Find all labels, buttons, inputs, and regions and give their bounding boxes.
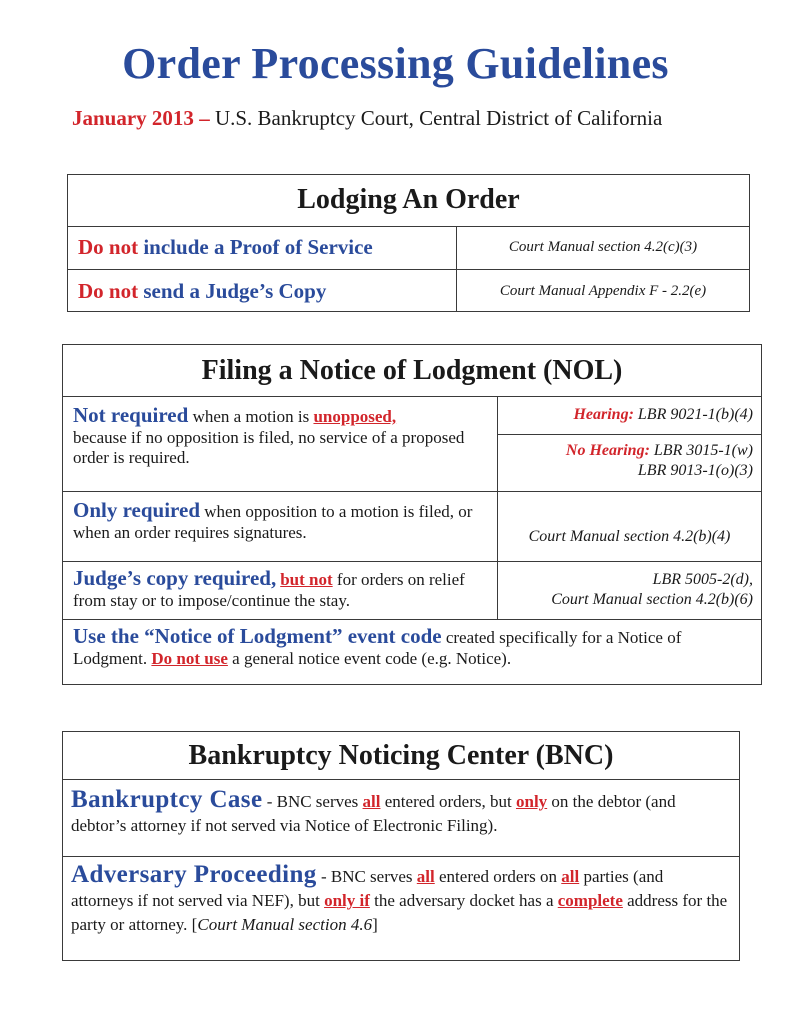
rule-text: - BNC serves xyxy=(262,792,363,811)
lodging-reference: Court Manual Appendix F - 2.2(e) xyxy=(456,270,749,311)
rule-text: - BNC serves xyxy=(316,867,417,886)
nol-row-only-required xyxy=(63,491,761,561)
lodging-reference: Court Manual section 4.2(c)(3) xyxy=(456,227,749,269)
rule-lead: Only required xyxy=(73,498,200,522)
nol-heading: Filing a Notice of Lodgment (NOL) xyxy=(63,345,761,397)
ref-text: LBR 3015-1(w) xyxy=(649,442,753,459)
rule-emphasis: all xyxy=(561,867,580,886)
nol-rule xyxy=(73,562,493,619)
rule-blue-text: include a Proof of Service xyxy=(138,235,373,259)
rule-emphasis: only xyxy=(515,792,548,811)
rule-text: entered orders, but xyxy=(380,792,516,811)
reference-no-hearing xyxy=(498,435,761,481)
reference-hearing xyxy=(498,397,761,435)
lodging-rule xyxy=(78,227,456,269)
lodging-order-table xyxy=(67,174,750,312)
ref-text: Court Manual section 4.2(b)(6) xyxy=(551,591,753,608)
rule-emphasis: Do not use xyxy=(151,649,228,668)
bnc-row-adversary xyxy=(63,856,739,960)
subtitle-dash: – xyxy=(193,106,215,130)
rule-text: ] xyxy=(372,915,378,934)
nol-row-not-required xyxy=(63,397,761,491)
rule-text: address for the party or attorney. [ xyxy=(71,891,728,934)
subtitle-court: U.S. Bankruptcy Court, Central District of California xyxy=(214,106,663,130)
bnc-rule xyxy=(71,780,729,856)
nol-reference xyxy=(497,397,761,491)
nol-row-judges-copy xyxy=(63,561,761,619)
ref-label: Hearing: xyxy=(573,406,634,423)
rule-emphasis: complete xyxy=(557,891,623,910)
nol-reference: Court Manual section 4.2(b)(4) xyxy=(497,492,761,561)
lodging-rule xyxy=(78,270,456,311)
ref-text: LBR 9021-1(b)(4) xyxy=(633,406,753,423)
rule-text: because if no opposition is filed, no service of a proposed order is required. xyxy=(73,428,465,467)
bnc-heading: Bankruptcy Noticing Center (BNC) xyxy=(63,732,739,780)
lodging-row xyxy=(68,227,749,269)
rule-text: parties (and attorneys if not served via NEF), but xyxy=(71,867,664,910)
rule-citation: Court Manual section 4.6 xyxy=(197,915,373,934)
ref-text: LBR 5005-2(d), xyxy=(652,571,753,588)
rule-lead: Adversary Proceeding xyxy=(71,861,317,888)
rule-text: when opposition to a motion is filed, or when an order requires signatures. xyxy=(73,502,473,542)
rule-text: on the debtor (and debtor’s attorney if not served via Notice of Electronic Filing). xyxy=(71,792,676,835)
rule-text: a general notice event code (e.g. Notice). xyxy=(227,649,512,668)
rule-lead: Not required xyxy=(73,403,189,427)
rule-emphasis: all xyxy=(362,792,381,811)
lodging-heading: Lodging An Order xyxy=(68,175,749,227)
nol-row-event-code xyxy=(63,619,761,685)
rule-red-text: Do not xyxy=(78,235,139,259)
bnc-rule xyxy=(71,857,729,960)
rule-lead: Judge’s copy required, xyxy=(73,566,277,590)
rule-emphasis: only if xyxy=(324,891,370,910)
page-subtitle xyxy=(72,106,772,131)
rule-emphasis: but not xyxy=(280,570,333,589)
lodging-row xyxy=(68,269,749,311)
rule-text: created specifically for a Notice of Lodgment. xyxy=(73,628,682,668)
rule-lead: Use the “Notice of Lodgment” event code xyxy=(73,624,442,648)
rule-emphasis: all xyxy=(416,867,435,886)
nol-reference xyxy=(497,562,761,619)
ref-text: LBR 9013-1(o)(3) xyxy=(637,462,753,479)
nol-rule xyxy=(73,492,493,561)
rule-text: entered orders on xyxy=(434,867,562,886)
nol-table xyxy=(62,344,762,685)
rule-emphasis: unopposed, xyxy=(313,407,397,426)
rule-text: for orders on relief from stay or to impose/continue the stay. xyxy=(73,570,465,610)
ref-label: No Hearing: xyxy=(565,442,650,459)
rule-text: the adversary docket has a xyxy=(369,891,558,910)
nol-rule xyxy=(73,397,493,491)
nol-rule xyxy=(73,620,751,685)
page-title: Order Processing Guidelines xyxy=(122,39,669,88)
rule-lead: Bankruptcy Case xyxy=(71,786,263,813)
subtitle-date: January 2013 xyxy=(72,106,194,130)
rule-blue-text: send a Judge’s Copy xyxy=(138,279,327,303)
rule-text: when a motion is xyxy=(188,407,314,426)
bnc-table xyxy=(62,731,740,961)
rule-red-text: Do not xyxy=(78,279,139,303)
bnc-row-case xyxy=(63,780,739,856)
